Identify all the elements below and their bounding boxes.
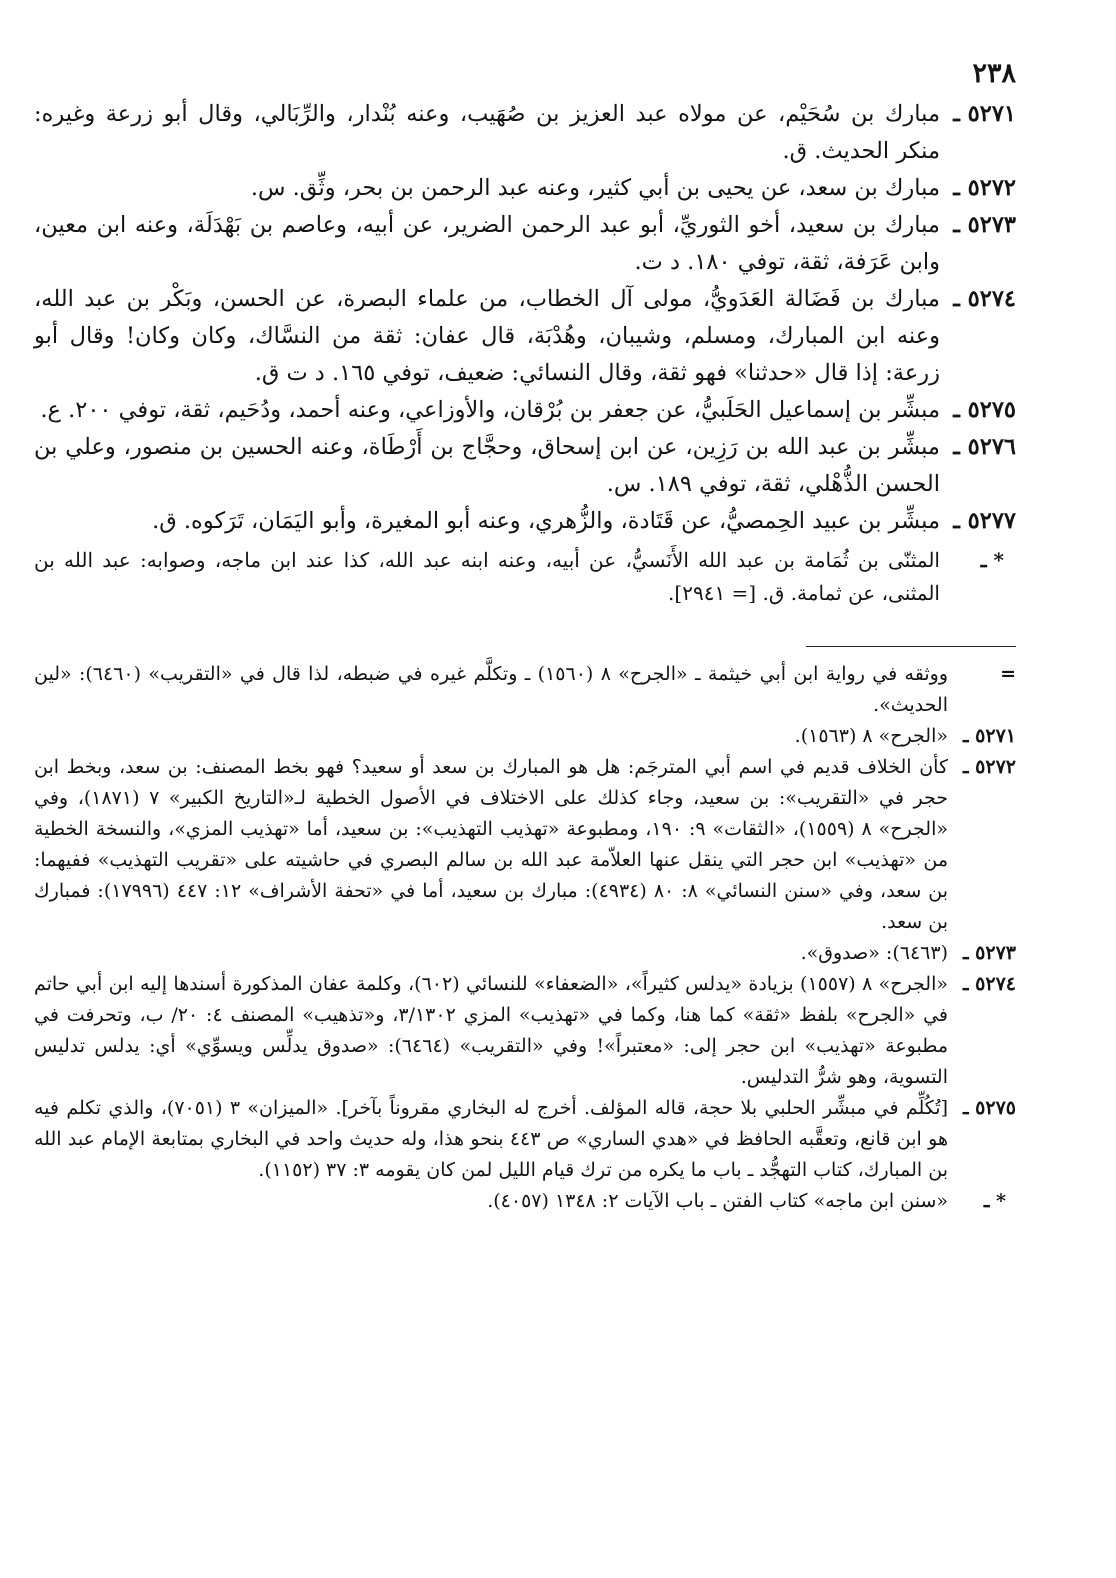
footnote-number: = [1000, 663, 1016, 685]
biography-entries [34, 96, 1016, 610]
entry-5276 [34, 429, 1016, 503]
footnotes [34, 659, 1016, 1217]
entry-text: مبارك بن سعد، عن يحيى بن أبي كثير، وعنه عبد الرحمن بن بحر، وثِّق. س. [250, 175, 940, 201]
footnote-number: ٥٢٧٥ ـ [962, 1097, 1016, 1119]
footnote-text: «الجرح» ٨ (١٥٦٣). [794, 725, 948, 747]
entry-5277 [34, 503, 1016, 540]
footnote-number: ٥٢٧٢ ـ [962, 756, 1016, 778]
footnote-text: [تُكُلِّم في مبشِّر الحلبي بلا حجة، قاله المؤلف. أخرج له البخاري مقروناً بآخر]. «الميزان» ٣ (٧٠٥١)، والذي تكلم فيه هو ابن قانع، وتعقَّبه الحافظ في «هدي الساري» ص ٤٤٣ بنحو هذا، وله حديث واحد في البخاري بمتابعة الإمام عبد الله بن المبارك، كتاب التهجُّد ـ باب ما يكره من ترك قيام الليل لمن كان يقومه ٣: ٣٧ (١١٥٢). [34, 1097, 948, 1181]
entry-text: مبشِّر بن عبيد الحِمصيُّ، عن قَتَادة، والزُّهري، وعنه أبو المغيرة، وأبو اليَمَان، تَرَكوه. ق. [152, 508, 940, 534]
entry-text: مبارك بن فَضَالة العَدَويُّ، مولى آل الخطاب، من علماء البصرة، عن الحسن، وبَكْر بن عبد الله، وعنه ابن المبارك، ومسلم، وشيبان، وهُدْبَة، قال عفان: ثقة من النسَّاك، وكان وكان! وقال أبو زرعة: إذا قال «حدثنا» فهو ثقة، وقال النسائي: ضعيف، توفي ١٦٥. د ت ق. [34, 286, 940, 386]
entry-number: ٥٢٧٣ ـ [953, 212, 1016, 238]
footnote-continuation [34, 659, 1016, 721]
footnote-text: ووثقه في رواية ابن أبي خيثمة ـ «الجرح» ٨ (١٥٦٠) ـ وتكلَّم غيره في ضبطه، لذا قال في «التقريب» (٦٤٦٠): «لين الحديث». [34, 663, 948, 716]
entry-text: مبشِّر بن عبد الله بن رَزِين، عن ابن إسحاق، وحجَّاج بن أَرْطَاة، وعنه الحسين بن منصور، وعلي بن الحسن الذُّهْلي، ثقة، توفي ١٨٩. س. [34, 434, 940, 497]
entry-text: مبارك بن سُحَيْم، عن مولاه عبد العزيز بن صُهَيب، وعنه بُنْدار، والرِّبَالي، وقال أبو زرعة وغيره: منكر الحديث. ق. [34, 101, 940, 164]
entry-number: ٥٢٧١ ـ [953, 101, 1016, 127]
entry-starred [34, 544, 1016, 610]
entry-text: المثنّى بن ثُمَامة بن عبد الله الأَنَسيُّ، عن أبيه، وعنه ابنه عبد الله، كذا عند ابن ماجه، وصوابه: عبد الله بن المثنى، عن ثمامة. ق. [= ٢٩٤١]. [34, 548, 940, 605]
entry-number: ٥٢٧٤ ـ [953, 286, 1016, 312]
entry-number: ٥٢٧٧ ـ [953, 508, 1016, 534]
entry-5275 [34, 392, 1016, 429]
page-number: ٢٣٨ [972, 58, 1016, 89]
entry-number: ٥٢٧٦ ـ [953, 434, 1016, 460]
footnote-5273 [34, 938, 1016, 969]
footnote-divider [806, 646, 1016, 647]
entry-text: مبارك بن سعيد، أخو الثوريِّ، أبو عبد الرحمن الضرير، عن أبيه، وعاصم بن بَهْدَلَة، وعنه ابن معين، وابن عَرَفة، ثقة، توفي ١٨٠. د ت. [34, 212, 940, 275]
footnote-5272 [34, 752, 1016, 938]
entry-text: مبشِّر بن إسماعيل الحَلَبيُّ، عن جعفر بن بُرْقان، والأوزاعي، وعنه أحمد، ودُحَيم، ثقة، توفي ٢٠٠. ع. [40, 397, 940, 423]
entry-number: ٥٢٧٢ ـ [953, 175, 1016, 201]
footnote-text: «الجرح» ٨ (١٥٥٧) بزيادة «يدلس كثيراً»، «الضعفاء» للنسائي (٦٠٢)، وكلمة عفان المذكورة أسندها إليه ابن أبي حاتم في «الجرح» بلفظ «ثقة» كما هنا، وكما في «تهذيب» المزي ٣/١٣٠٢، و«تذهيب» المصنف ٤: ٢٠/ ب، وتحرفت في مطبوعة «تهذيب» ابن حجر إلى: «معتبراً»! وفي «التقريب» (٦٤٦٤): «صدوق يدلِّس ويسوِّي» أي: يدلس تدليس التسوية، وهو شرُّ التدليس. [34, 973, 949, 1088]
footnote-text: كأن الخلاف قديم في اسم أبي المترجَم: هل هو المبارك بن سعد أو سعيد؟ فهو بخط المصنف: بن سعد، وبخط ابن حجر في «التقريب»: بن سعيد، وجاء كذلك على الاختلاف في الأصول الخطية لـ«التاريخ الكبير» ٧ (١٨٧١)، وفي «الجرح» ٨ (١٥٥٩)، «الثقات» ٩: ١٩٠، ومطبوعة «تهذيب التهذيب»: بن سعيد، أما «تهذيب المزي»، والنسخة الخطية من «تهذيب» ابن حجر التي ينقل عنها العلاّمة عبد الله بن سالم البصري في حاشيته على «تقريب التهذيب» ففيهما: بن سعد، وفي «سنن النسائي» ٨: ٨٠ (٤٩٣٤): مبارك بن سعيد، أما في «تحفة الأشراف» ١٢: ٤٤٧ (١٧٩٩٦): فمبارك بن سعد. [34, 756, 949, 933]
footnote-number: ٥٢٧١ ـ [962, 725, 1016, 747]
entry-5272 [34, 170, 1016, 207]
footnote-number: ٥٢٧٤ ـ [962, 973, 1016, 995]
footnote-5275 [34, 1093, 1016, 1186]
footnote-5274 [34, 969, 1016, 1093]
footnote-number: ٥٢٧٣ ـ [962, 942, 1016, 964]
entry-5274 [34, 281, 1016, 392]
star-marker: * ـ [980, 548, 1004, 572]
footnote-5271 [34, 721, 1016, 752]
entry-5271 [34, 96, 1016, 170]
footnote-starred [34, 1186, 1016, 1217]
entry-5273 [34, 207, 1016, 281]
star-marker: * ـ [983, 1190, 1006, 1212]
entry-number: ٥٢٧٥ ـ [953, 397, 1016, 423]
footnote-text: «سنن ابن ماجه» كتاب الفتن ـ باب الآيات ٢: ١٣٤٨ (٤٠٥٧). [487, 1190, 948, 1212]
book-page [34, 54, 1016, 1217]
footnote-text: (٦٤٦٣): «صدوق». [800, 942, 948, 964]
